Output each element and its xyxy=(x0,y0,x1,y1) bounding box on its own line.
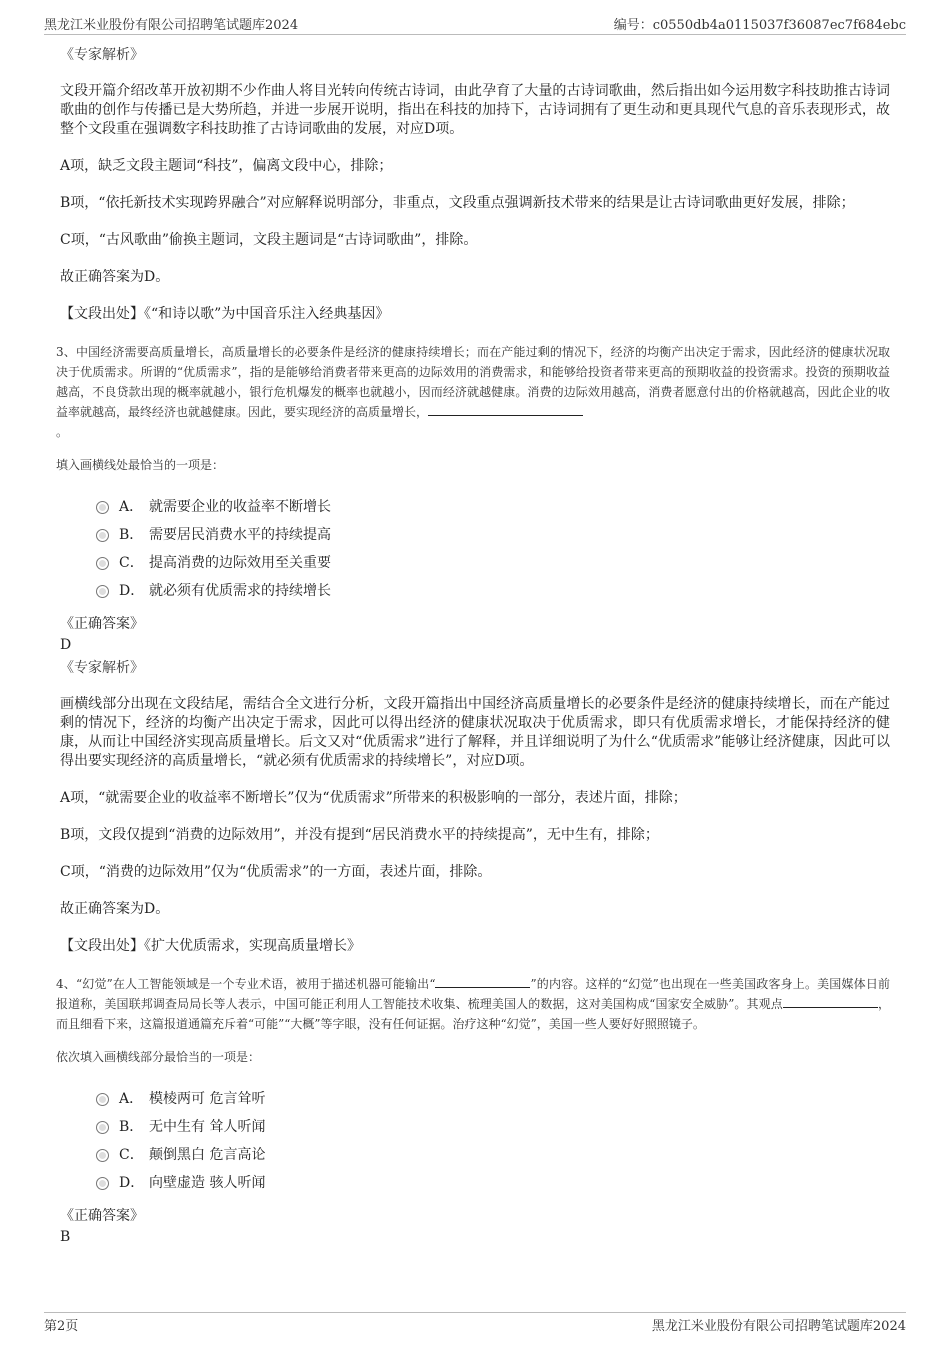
q2-analysis-c: C项，“古风歌曲”偷换主题词，文段主题词是“古诗词歌曲”，排除。 xyxy=(60,232,478,248)
q2-analysis-a: A项，缺乏文段主题词“科技”，偏离文段中心，排除； xyxy=(60,158,393,174)
q3-analysis-b: B项，文段仅提到“消费的边际效用”，并没有提到“居民消费水平的持续提高”，无中生有，排除； xyxy=(60,827,659,843)
page-content xyxy=(56,44,890,1249)
q3-analysis-c: C项，“消费的边际效用”仅为“优质需求”的一方面，表述片面，排除。 xyxy=(60,864,492,880)
header-id: 编号：c0550db4a0115037f36087ec7f684ebc xyxy=(613,18,906,33)
q4-blank-2 xyxy=(783,995,878,1008)
radio-icon[interactable] xyxy=(96,1093,109,1106)
q2-analysis-main: 文段开篇介绍改革开放初期不少作曲人将目光转向传统古诗词，由此孕育了大量的古诗词歌曲，然后指出如今运用数字科技助推古诗词歌曲的创作与传播已是大势所趋，并进一步展开说明，指出在科技的加持下，古诗词拥有了更生动和更具现代气息的音乐表现形式，故整个文段重在强调数字科技助推了古诗词歌曲的发展，对应D项。 xyxy=(60,83,890,137)
q2-conclusion: 故正确答案为D。 xyxy=(60,269,170,285)
q3-blank xyxy=(428,403,583,416)
page-header xyxy=(44,14,906,35)
q2-analysis-b: B项，“依托新技术实现跨界融合”对应解释说明部分，非重点，文段重点强调新技术带来的结果是让古诗词歌曲更好发展，排除； xyxy=(60,195,855,211)
q3-option-c[interactable]: C． 提高消费的边际效用至关重要 xyxy=(96,549,890,577)
q4-option-d[interactable]: D． 向壁虚造 骇人听闻 xyxy=(96,1169,890,1197)
q3-answer-label: 《正确答案》 xyxy=(60,616,144,632)
q3-analysis-a: A项，“就需要企业的收益率不断增长”仅为“优质需求”所带来的积极影响的一部分，表述片面，排除； xyxy=(60,790,687,806)
q3-prompt: 填入画横线处最恰当的一项是： xyxy=(56,458,225,472)
radio-icon[interactable] xyxy=(96,1177,109,1190)
header-title: 黑龙江米业股份有限公司招聘笔试题库2024 xyxy=(44,18,299,33)
page-footer xyxy=(44,1312,906,1335)
q4-stem: 4、“幻觉”在人工智能领域是一个专业术语，被用于描述机器可能输出“ ”的内容。这样的“幻觉”也出现在一些美国政客身上。美国媒体日前报道称，美国联邦调查局局长等人表示，中国可能正利用人工智能技术收集、梳理美国人的数据，这对美国构成“国家安全威胁”。其观点 ，而且细看下来，这篇报道通篇充斥着“可能”“大概”等字眼，没有任何证据。治疗这种“幻觉”，美国一些人要好好照照镜子。 xyxy=(56,977,890,1031)
footer-title: 黑龙江米业股份有限公司招聘笔试题库2024 xyxy=(651,1319,906,1334)
q4-option-b[interactable]: B． 无中生有 耸人听闻 xyxy=(96,1113,890,1141)
q2-source: 【文段出处】《“和诗以歌”为中国音乐注入经典基因》 xyxy=(60,306,390,322)
radio-icon[interactable] xyxy=(96,585,109,598)
q3-source: 【文段出处】《扩大优质需求，实现高质量增长》 xyxy=(60,938,361,954)
q3-option-d[interactable]: D． 就必须有优质需求的持续增长 xyxy=(96,577,890,605)
q3-conclusion: 故正确答案为D。 xyxy=(60,901,170,917)
radio-icon[interactable] xyxy=(96,501,109,514)
radio-icon[interactable] xyxy=(96,1121,109,1134)
q3-option-a[interactable]: A． 就需要企业的收益率不断增长 xyxy=(96,493,890,521)
q3-expert-label: 《专家解析》 xyxy=(60,660,144,676)
page-number: 第2页 xyxy=(44,1319,79,1334)
radio-icon[interactable] xyxy=(96,1149,109,1162)
radio-icon[interactable] xyxy=(96,529,109,542)
q4-prompt: 依次填入画横线部分最恰当的一项是： xyxy=(56,1050,261,1064)
q4-option-a[interactable]: A． 模棱两可 危言耸听 xyxy=(96,1085,890,1113)
q4-answer: B xyxy=(60,1229,71,1245)
q3-options xyxy=(96,493,890,605)
q3-analysis-main: 画横线部分出现在文段结尾，需结合全文进行分析，文段开篇指出中国经济高质量增长的必要条件是经济的健康持续增长，而在产能过剩的情况下，经济的均衡产出决定于需求，因此可以得出经济的健康状况取决于优质需求，即只有优质需求增长，才能保持经济的健康，从而让中国经济实现高质量增长。后文又对“优质需求”进行了解释，并且详细说明了为什么“优质需求”能够让经济健康，因此可以得出要实现经济的高质量增长，“就必须有优质需求的持续增长”，对应D项。 xyxy=(60,696,890,769)
q3-stem: 3、中国经济需要高质量增长，高质量增长的必要条件是经济的健康持续增长；而在产能过剩的情况下，经济的均衡产出决定于需求，因此经济的健康状况取决于优质需求。所谓的“优质需求”，指的是能够给消费者带来更高的边际效用的消费需求，和能够给投资者带来更高的预期收益的投资需求。投资的预期收益越高，不良贷款出现的概率就越小，银行危机爆发的概率也就越小，因而经济就越健康。消费的边际效用越高，消费者愿意付出的价格就越高，因此企业的收益率就越高，最终经济也就越健康。因此，要实现经济的高质量增长， 。 xyxy=(56,345,890,439)
q2-expert-label: 《专家解析》 xyxy=(60,47,144,63)
q4-option-c[interactable]: C． 颠倒黑白 危言高论 xyxy=(96,1141,890,1169)
q4-options xyxy=(96,1085,890,1197)
q4-blank-1 xyxy=(435,975,530,988)
q3-option-b[interactable]: B． 需要居民消费水平的持续提高 xyxy=(96,521,890,549)
q4-answer-label: 《正确答案》 xyxy=(60,1208,144,1224)
radio-icon[interactable] xyxy=(96,557,109,570)
q3-answer: D xyxy=(60,637,72,653)
